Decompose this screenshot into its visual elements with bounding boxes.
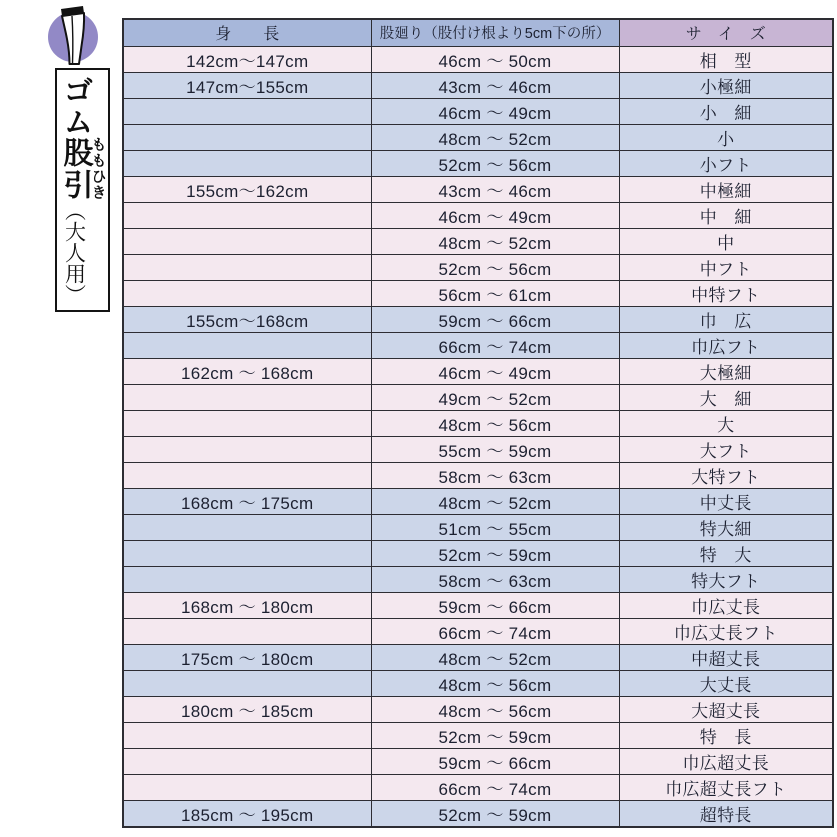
size-cell: 大極細 — [619, 358, 833, 384]
size-cell: 大フト — [619, 436, 833, 462]
girth-cell: 55cm ～ 59cm — [371, 436, 619, 462]
height-cell — [123, 774, 371, 800]
height-cell — [123, 98, 371, 124]
height-cell — [123, 150, 371, 176]
height-cell: 168cm ～ 175cm — [123, 488, 371, 514]
girth-cell: 59cm ～ 66cm — [371, 592, 619, 618]
size-cell: 中特フト — [619, 280, 833, 306]
col-header-size: サ イ ズ — [619, 19, 833, 46]
size-cell: 小極細 — [619, 72, 833, 98]
table-row — [123, 46, 833, 72]
col-header-girth: 股廻り（股付け根より5cm下の所） — [371, 19, 619, 46]
height-cell: 155cm～162cm — [123, 176, 371, 202]
size-cell: 特 大 — [619, 540, 833, 566]
height-cell — [123, 202, 371, 228]
girth-cell: 48cm ～ 52cm — [371, 644, 619, 670]
size-table — [122, 18, 834, 828]
girth-cell: 48cm ～ 52cm — [371, 488, 619, 514]
table-row — [123, 618, 833, 644]
table-body — [123, 46, 833, 827]
table-row — [123, 150, 833, 176]
label-subtitle: （大人用） — [62, 200, 87, 305]
size-cell: 大 — [619, 410, 833, 436]
size-cell: 相 型 — [619, 46, 833, 72]
size-cell: 大丈長 — [619, 670, 833, 696]
girth-cell: 52cm ～ 59cm — [371, 722, 619, 748]
table-row — [123, 410, 833, 436]
table-row — [123, 98, 833, 124]
col-header-height: 身 長 — [123, 19, 371, 46]
table-row — [123, 176, 833, 202]
height-cell — [123, 670, 371, 696]
table-row — [123, 72, 833, 98]
girth-cell: 52cm ～ 59cm — [371, 800, 619, 827]
label-title-kanji-ruby — [58, 136, 107, 201]
table-row — [123, 774, 833, 800]
height-cell — [123, 540, 371, 566]
table-header — [123, 19, 833, 46]
size-cell: 巾広超丈長フト — [619, 774, 833, 800]
height-cell — [123, 384, 371, 410]
girth-cell: 49cm ～ 52cm — [371, 384, 619, 410]
girth-cell: 52cm ～ 59cm — [371, 540, 619, 566]
height-cell: 147cm～155cm — [123, 72, 371, 98]
table-row — [123, 800, 833, 827]
girth-cell: 58cm ～ 63cm — [371, 462, 619, 488]
table-row — [123, 358, 833, 384]
height-cell: 142cm～147cm — [123, 46, 371, 72]
height-cell — [123, 618, 371, 644]
size-cell: 中極細 — [619, 176, 833, 202]
size-cell: 小 — [619, 124, 833, 150]
height-cell: 155cm～168cm — [123, 306, 371, 332]
table-row — [123, 644, 833, 670]
girth-cell: 59cm ～ 66cm — [371, 748, 619, 774]
height-cell: 185cm ～ 195cm — [123, 800, 371, 827]
girth-cell: 51cm ～ 55cm — [371, 514, 619, 540]
girth-cell: 58cm ～ 63cm — [371, 566, 619, 592]
size-cell: 中 細 — [619, 202, 833, 228]
table-row — [123, 670, 833, 696]
height-cell — [123, 462, 371, 488]
size-cell: 特大フト — [619, 566, 833, 592]
size-cell: 特大細 — [619, 514, 833, 540]
product-label-text — [59, 75, 106, 305]
girth-cell: 52cm ～ 56cm — [371, 254, 619, 280]
size-cell: 大超丈長 — [619, 696, 833, 722]
table-row — [123, 332, 833, 358]
girth-cell: 48cm ～ 52cm — [371, 124, 619, 150]
table-row — [123, 228, 833, 254]
girth-cell: 59cm ～ 66cm — [371, 306, 619, 332]
size-cell: 大 細 — [619, 384, 833, 410]
table-row — [123, 722, 833, 748]
girth-cell: 48cm ～ 56cm — [371, 410, 619, 436]
girth-cell: 43cm ～ 46cm — [371, 72, 619, 98]
girth-cell: 46cm ～ 49cm — [371, 202, 619, 228]
girth-cell: 52cm ～ 56cm — [371, 150, 619, 176]
girth-cell: 56cm ～ 61cm — [371, 280, 619, 306]
table-row — [123, 436, 833, 462]
table-row — [123, 254, 833, 280]
product-label — [55, 68, 110, 312]
size-cell: 巾広丈長 — [619, 592, 833, 618]
size-cell: 中丈長 — [619, 488, 833, 514]
pants-seam — [72, 16, 73, 64]
size-cell: 大特フト — [619, 462, 833, 488]
size-cell: 小フト — [619, 150, 833, 176]
height-cell — [123, 280, 371, 306]
girth-cell: 43cm ～ 46cm — [371, 176, 619, 202]
table-row — [123, 384, 833, 410]
size-cell: 巾 広 — [619, 306, 833, 332]
pants-icon — [42, 4, 104, 68]
girth-cell: 48cm ～ 56cm — [371, 696, 619, 722]
girth-cell: 46cm ～ 50cm — [371, 46, 619, 72]
size-cell: 巾広丈長フト — [619, 618, 833, 644]
height-cell: 162cm ～ 168cm — [123, 358, 371, 384]
label-furigana: ももひき — [89, 136, 107, 201]
height-cell — [123, 124, 371, 150]
table-row — [123, 514, 833, 540]
height-cell: 175cm ～ 180cm — [123, 644, 371, 670]
height-cell — [123, 332, 371, 358]
table-row — [123, 124, 833, 150]
height-cell: 180cm ～ 185cm — [123, 696, 371, 722]
label-title-kanji: 股引 — [58, 136, 92, 201]
size-cell: 中 — [619, 228, 833, 254]
header-row — [123, 19, 833, 46]
table-row — [123, 306, 833, 332]
size-cell: 特 長 — [619, 722, 833, 748]
table-row — [123, 540, 833, 566]
size-cell: 小 細 — [619, 98, 833, 124]
height-cell: 168cm ～ 180cm — [123, 592, 371, 618]
table-row — [123, 202, 833, 228]
girth-cell: 66cm ～ 74cm — [371, 774, 619, 800]
girth-cell: 66cm ～ 74cm — [371, 332, 619, 358]
girth-cell: 48cm ～ 56cm — [371, 670, 619, 696]
girth-cell: 46cm ～ 49cm — [371, 98, 619, 124]
height-cell — [123, 514, 371, 540]
girth-cell: 66cm ～ 74cm — [371, 618, 619, 644]
size-cell: 巾広超丈長 — [619, 748, 833, 774]
height-cell — [123, 254, 371, 280]
height-cell — [123, 566, 371, 592]
table-row — [123, 280, 833, 306]
height-cell — [123, 228, 371, 254]
girth-cell: 48cm ～ 52cm — [371, 228, 619, 254]
height-cell — [123, 436, 371, 462]
height-cell — [123, 410, 371, 436]
size-cell: 超特長 — [619, 800, 833, 827]
height-cell — [123, 748, 371, 774]
table-row — [123, 462, 833, 488]
table-row — [123, 696, 833, 722]
size-cell: 中フト — [619, 254, 833, 280]
table-row — [123, 566, 833, 592]
size-cell: 巾広フト — [619, 332, 833, 358]
height-cell — [123, 722, 371, 748]
label-title-prefix: ゴム — [58, 75, 92, 137]
girth-cell: 46cm ～ 49cm — [371, 358, 619, 384]
table-row — [123, 488, 833, 514]
size-cell: 中超丈長 — [619, 644, 833, 670]
table-row — [123, 592, 833, 618]
table-row — [123, 748, 833, 774]
